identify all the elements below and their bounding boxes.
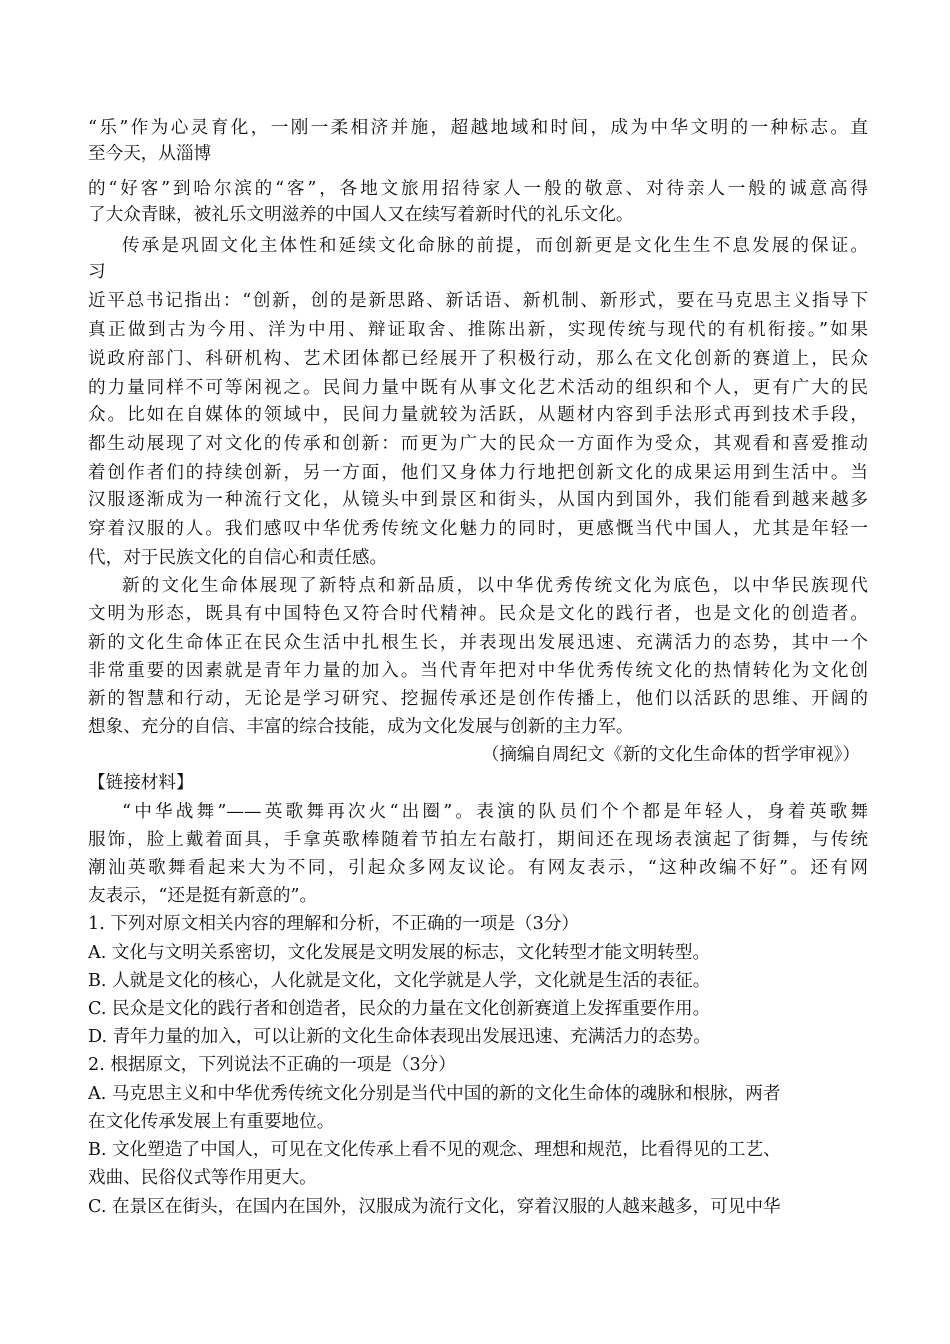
text-line: “中华战舞”——英歌舞再次火“出圈”。表演的队员们个个都是年轻人，身着英歌舞: [122, 802, 868, 822]
text-line: “乐”作为心灵育化，一刚一柔相济并施，超越地域和时间，成为中华文明的一种标志。直: [88, 118, 868, 138]
question-2-option-c: C. 在景区在街头，在国内在国外，汉服成为流行文化，穿着汉服的人越来越多，可见中华: [88, 1197, 781, 1217]
text-line: 习: [88, 262, 106, 282]
question-2-option-a: A. 马克思主义和中华优秀传统文化分别是当代中国的新的文化生命体的魂脉和根脉，两者: [88, 1084, 781, 1104]
text-line: 汉服逐渐成为一种流行文化，从镜头中到景区和街头，从国内到国外，我们能看到越来越多: [88, 490, 868, 510]
text-line: 近平总书记指出：“创新，创的是新思路、新话语、新机制、新形式，要在马克思主义指导下: [88, 291, 868, 311]
text-line: 的“好客”到哈尔滨的“客”，各地文旅用招待家人一般的敬意、对待亲人一般的诚意高得: [88, 179, 868, 199]
text-line: 传承是巩固文化主体性和延续文化命脉的前提，而创新更是文化生生不息发展的保证。: [122, 236, 868, 256]
text-line: 的力量同样不可等闲视之。民间力量中既有从事文化艺术活动的组织和个人，更有广大的民: [88, 378, 868, 398]
question-2: 2. 根据原文，下列说法不正确的一项是（3分）: [88, 1055, 456, 1075]
question-1-option-a: A. 文化与文明关系密切，文化发展是文明发展的标志，文化转型才能文明转型。: [88, 943, 711, 963]
question-2-option-b: B. 文化塑造了中国人，可见在文化传承上看不见的观念、理想和规范，比看得见的工艺、: [88, 1140, 781, 1160]
text-line: 穿着汉服的人。我们感叹中华优秀传统文化魅力的同时，更感慨当代中国人，尤其是年轻一: [88, 519, 868, 539]
question-1: 1. 下列对原文相关内容的理解和分析，不正确的一项是（3分）: [88, 914, 580, 934]
text-line: 文明为形态，既具有中国特色又符合时代精神。民众是文化的践行者，也是文化的创造者。: [88, 604, 868, 624]
question-2-option-a-cont: 在文化传承发展上有重要地位。: [88, 1112, 335, 1132]
text-line: 都生动展现了对文化的传承和创新：而更为广大的民众一方面作为受众，其观看和喜爱推动: [88, 434, 868, 454]
text-line: 代，对于民族文化的自信心和责任感。: [88, 548, 388, 568]
question-1-option-d: D. 青年力量的加入，可以让新的文化生命体表现出发展迅速、充满活力的态势。: [88, 1027, 711, 1047]
text-line: 服饰，脸上戴着面具，手拿英歌棒随着节拍左右敲打，期间还在现场表演起了街舞，与传统: [88, 830, 868, 850]
source-citation: （摘编自周纪文《新的文化生命体的哲学审视》）: [481, 745, 860, 765]
text-line: 非常重要的因素就是青年力量的加入。当代青年把对中华优秀传统文化的热情转化为文化创: [88, 661, 868, 681]
text-line: 潮汕英歌舞看起来大为不同，引起众多网友议论。有网友表示，“这种改编不好”。还有网: [88, 858, 868, 878]
text-line: 新的文化生命体展现了新特点和新品质，以中华优秀传统文化为底色，以中华民族现代: [122, 576, 868, 596]
section-heading: 【链接材料】: [88, 773, 194, 793]
question-2-option-b-cont: 戏曲、民俗仪式等作用更大。: [88, 1168, 317, 1188]
question-1-option-c: C. 民众是文化的践行者和创造者，民众的力量在文化创新赛道上发挥重要作用。: [88, 999, 711, 1019]
text-line: 了大众青睐，被礼乐文明滋养的中国人又在续写着新时代的礼乐文化。: [88, 205, 634, 225]
text-line: 众。比如在自媒体的领域中，民间力量就较为活跃，从题材内容到手法形式再到技术手段，: [88, 405, 868, 425]
text-line: 新的文化生命体正在民众生活中扎根生长，并表现出发展迅速、充满活力的态势，其中一个: [88, 633, 868, 653]
text-line: 至今天，从淄博: [88, 144, 212, 164]
text-line: 说政府部门、科研机构、艺术团体都已经展开了积极行动，那么在文化创新的赛道上，民众: [88, 349, 868, 369]
text-line: 想象、充分的自信、丰富的综合技能，成为文化发展与创新的主力军。: [88, 717, 634, 737]
text-line: 友表示，“还是挺有新意的”。: [88, 886, 318, 906]
text-line: 着创作者们的持续创新，另一方面，他们又身体力行地把创新文化的成果运用到生活中。当: [88, 463, 868, 483]
text-line: 真正做到古为今用、洋为中用、辩证取舍、推陈出新，实现传统与现代的有机衔接。”如果: [88, 320, 868, 340]
text-line: 新的智慧和行动，无论是学习研究、挖掘传承还是创作传播上，他们以活跃的思维、开阔的: [88, 689, 868, 709]
question-1-option-b: B. 人就是文化的核心，人化就是文化，文化学就是人学，文化就是生活的表征。: [88, 971, 711, 991]
